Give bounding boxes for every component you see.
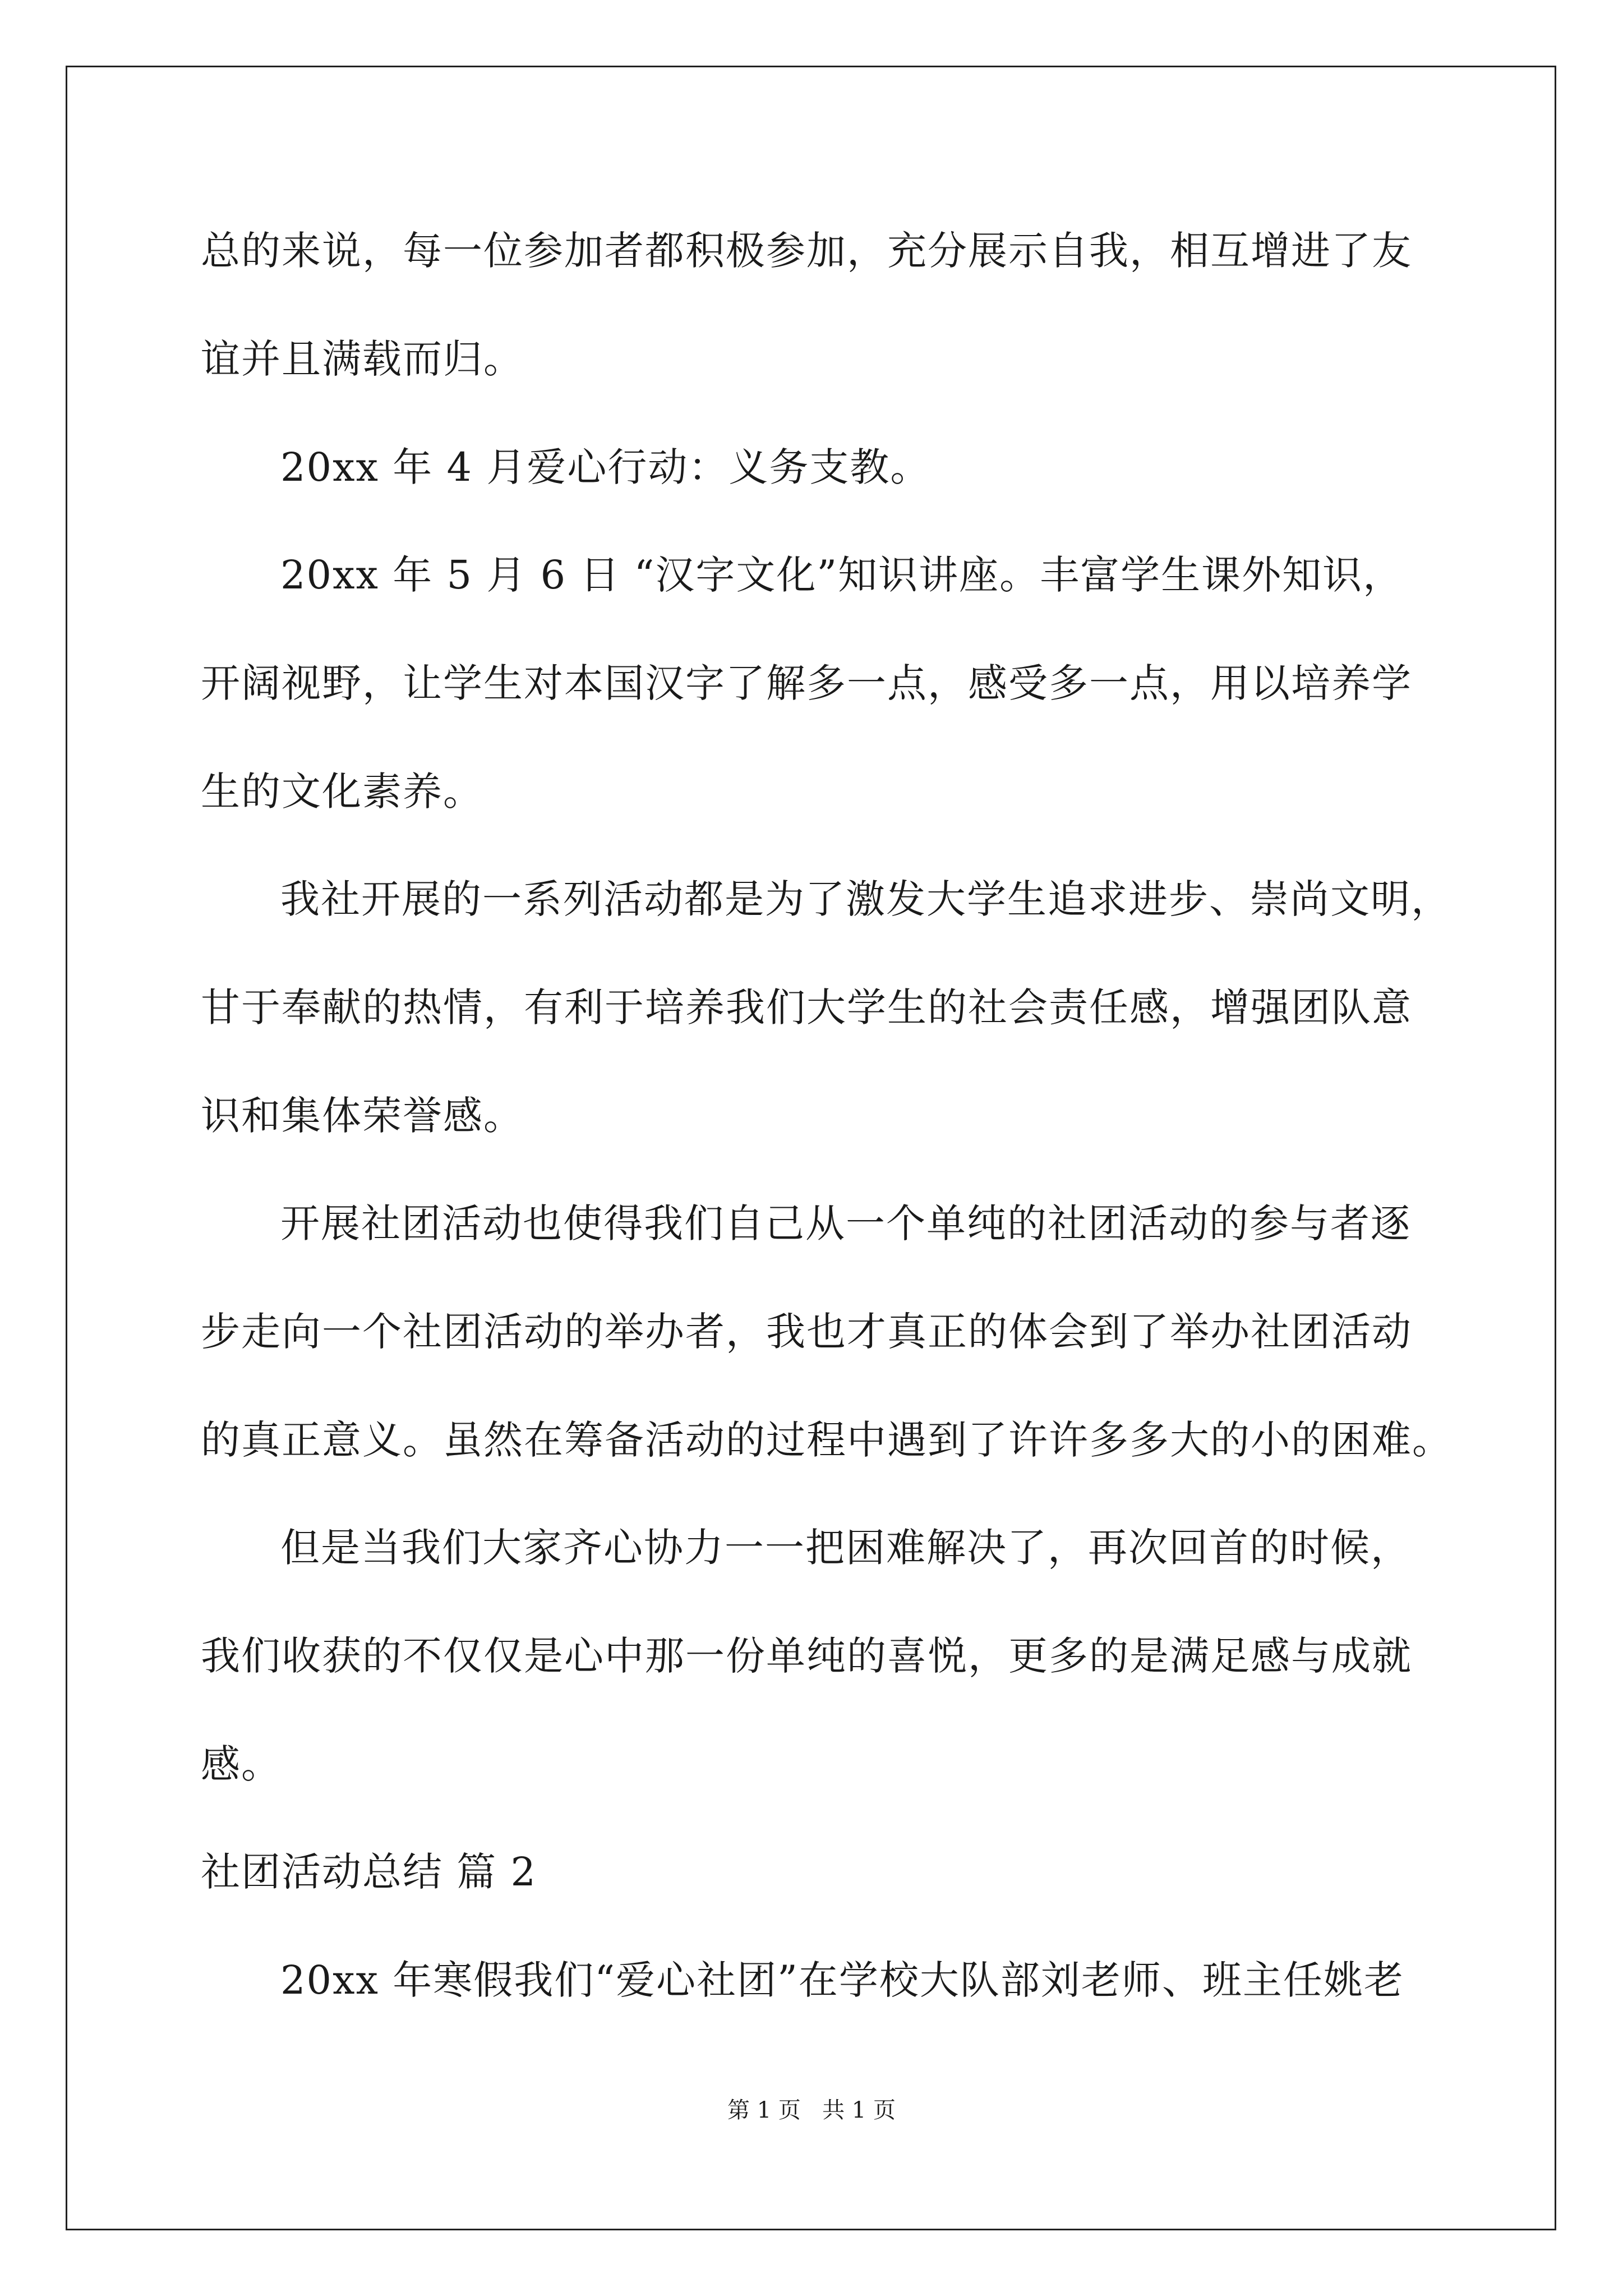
paragraph-line: 生的文化素养。 [201, 769, 483, 815]
paragraph-line: 20xx 年 5 月 6 日 “汉字文化”知识讲座。丰富学生课外知识， [280, 552, 1404, 598]
paragraph-line: 的真正意义。虽然在筹备活动的过程中遇到了许许多多大的小的困难。 [201, 1417, 1453, 1463]
paragraph-line: 谊并且满载而归。 [201, 336, 524, 382]
paragraph-line: 我们收获的不仅仅是心中那一份单纯的喜悦，更多的是满足感与成就 [201, 1633, 1412, 1679]
paragraph-line: 我社开展的一系列活动都是为了激发大学生追求进步、崇尚文明， [280, 876, 1451, 922]
page-footer: 第 1 页 共 1 页 [727, 2097, 896, 2123]
paragraph-line: 步走向一个社团活动的举办者，我也才真正的体会到了举办社团活动 [201, 1309, 1412, 1355]
paragraph-line: 但是当我们大家齐心协力一一把困难解决了，再次回首的时候， [280, 1525, 1411, 1571]
paragraph-line: 总的来说，每一位参加者都积极参加，充分展示自我，相互增进了友 [201, 228, 1412, 274]
paragraph-line: 识和集体荣誉感。 [201, 1093, 524, 1139]
paragraph-line: 感。 [201, 1741, 282, 1787]
page-border [66, 66, 1556, 2230]
paragraph-line: 开阔视野，让学生对本国汉字了解多一点，感受多一点，用以培养学 [201, 660, 1412, 706]
paragraph-line: 甘于奉献的热情，有利于培养我们大学生的社会责任感，增强团队意 [201, 984, 1412, 1030]
paragraph-line: 20xx 年寒假我们“爱心社团”在学校大队部刘老师、班主任姚老 [280, 1957, 1404, 2003]
paragraph-line: 20xx 年 4 月爱心行动：义务支教。 [280, 444, 931, 490]
section-heading: 社团活动总结 篇 2 [201, 1849, 537, 1895]
paragraph-line: 开展社团活动也使得我们自己从一个单纯的社团活动的参与者逐 [280, 1200, 1411, 1246]
